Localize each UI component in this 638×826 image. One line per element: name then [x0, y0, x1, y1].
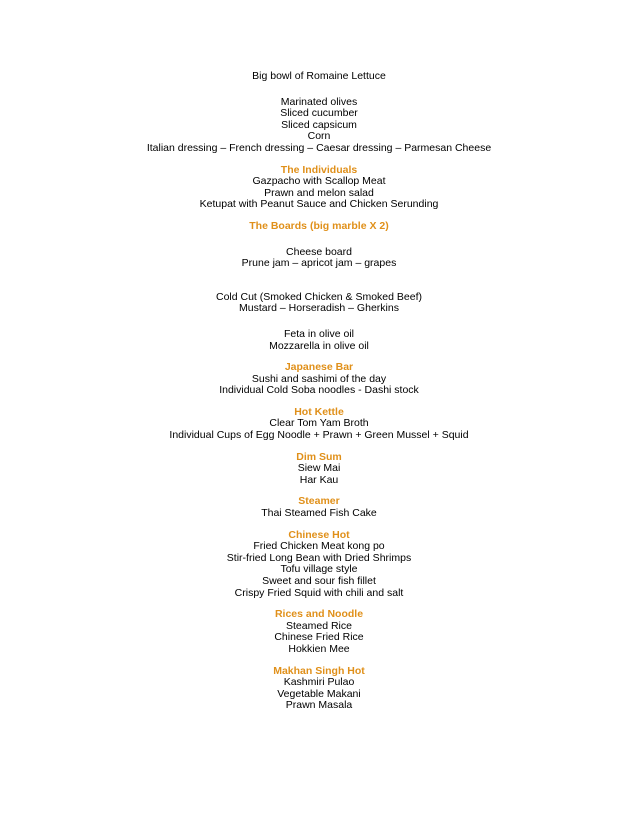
individuals-item: Ketupat with Peanut Sauce and Chicken Serunding	[199, 198, 439, 211]
individuals-item: Gazpacho with Scallop Meat	[252, 175, 386, 188]
individuals-heading: The Individuals	[280, 163, 358, 176]
dim-sum-item: Har Kau	[299, 473, 339, 486]
chinese-hot-item: Tofu village style	[280, 563, 358, 576]
boards-item: Cold Cut (Smoked Chicken & Smoked Beef)	[215, 290, 422, 303]
chinese-hot-item: Stir-fried Long Bean with Dried Shrimps	[226, 551, 412, 564]
intro-item: Sliced cucumber	[280, 107, 358, 120]
menu-page	[0, 71, 638, 712]
intro-item: Sliced capsicum	[281, 118, 357, 131]
boards-item: Feta in olive oil	[283, 327, 355, 340]
makhan-singh-item: Kashmiri Pulao	[283, 676, 355, 689]
rices-noodle-item: Hokkien Mee	[288, 642, 350, 655]
boards-item: Mustard – Horseradish – Gherkins	[239, 302, 399, 315]
boards-item: Mozzarella in olive oil	[269, 339, 369, 352]
japanese-bar-item: Sushi and sashimi of the day	[251, 372, 387, 385]
rices-noodle-item: Steamed Rice	[286, 619, 352, 632]
hot-kettle-heading: Hot Kettle	[294, 405, 344, 418]
chinese-hot-item: Fried Chicken Meat kong po	[253, 540, 385, 553]
boards-item: Prune jam – apricot jam – grapes	[241, 257, 397, 270]
hot-kettle-item: Clear Tom Yam Broth	[269, 417, 369, 430]
rices-noodle-heading: Rices and Noodle	[274, 608, 364, 621]
dim-sum-heading: Dim Sum	[296, 450, 342, 463]
boards-item: Cheese board	[286, 245, 352, 258]
intro-bowl: Big bowl of Romaine Lettuce	[252, 70, 386, 82]
japanese-bar-item: Individual Cold Soba noodles - Dashi stock	[219, 384, 419, 397]
chinese-hot-item: Crispy Fried Squid with chili and salt	[234, 586, 404, 599]
hot-kettle-item: Individual Cups of Egg Noodle + Prawn + Green Mussel + Squid	[169, 429, 469, 442]
steamer-item: Thai Steamed Fish Cake	[261, 507, 377, 520]
intro-item: Corn	[307, 130, 331, 143]
makhan-singh-item: Prawn Masala	[285, 699, 353, 712]
japanese-bar-heading: Japanese Bar	[284, 361, 354, 374]
individuals-item: Prawn and melon salad	[264, 186, 374, 199]
boards-heading: The Boards (big marble X 2)	[249, 219, 389, 232]
dim-sum-item: Siew Mai	[297, 462, 341, 475]
intro-item: Marinated olives	[280, 95, 358, 108]
rices-noodle-item: Chinese Fried Rice	[274, 631, 364, 644]
chinese-hot-heading: Chinese Hot	[288, 528, 350, 541]
intro-item: Italian dressing – French dressing – Caesar dressing – Parmesan Cheese	[146, 141, 492, 154]
makhan-singh-item: Vegetable Makani	[277, 687, 361, 700]
makhan-singh-heading: Makhan Singh Hot	[273, 664, 365, 677]
steamer-heading: Steamer	[298, 495, 340, 508]
chinese-hot-item: Sweet and sour fish fillet	[262, 575, 376, 587]
